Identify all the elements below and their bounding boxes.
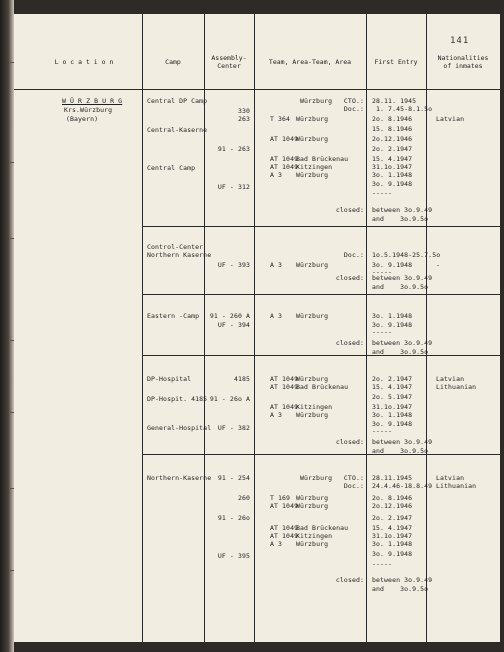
first-entry: 28.11.1945 [372,474,413,482]
team-code: AT 1049 [270,403,299,411]
team-code: AT 1049 [270,163,299,171]
column-divider [366,14,367,642]
assembly-center: 91 - 263 [217,145,250,153]
assembly-center: UF - 393 [217,261,250,269]
assembly-center: 263 [237,115,250,123]
first-entry: and 3o.9.5o [372,348,429,356]
camp-name: Central DP Camp [147,97,208,105]
first-entry: between 3o.9.49 [372,274,433,282]
camp-name: Eastern -Camp [147,312,200,320]
team-code: A 3 [270,261,283,269]
row-divider [142,355,500,356]
entry-label: CTO.: [343,474,364,482]
team-code: AT 1049 [270,502,299,510]
first-entry: 2o. 2.1947 [372,145,413,153]
entry-label: Doc.: [343,251,364,259]
first-entry: between 3o.9.49 [372,339,433,347]
first-entry: ----- [372,560,393,568]
header-rule [14,89,500,90]
team-place: Würzburg [300,474,333,482]
team-place: Bad Brückenau [296,383,349,391]
nationality: - [436,261,441,269]
team-place: Würzburg [296,312,329,320]
first-entry: and 3o.9.5o [372,585,429,593]
first-entry: ----- [372,268,393,276]
team-place: Würzburg [296,375,329,383]
first-entry: 3o. 9.1948 [372,180,413,188]
team-code: AT 1049 [270,383,299,391]
team-place: Kitzingen [296,163,333,171]
team-place: Würzburg [296,411,329,419]
team-place: Kitzingen [296,403,333,411]
first-entry: 3o. 9.1948 [372,321,413,329]
camp-name: Northern-Kaserne [147,474,212,482]
entry-label: closed: [335,339,364,347]
assembly-center: 91 - 260 A [209,312,250,320]
team-code: A 3 [270,411,283,419]
assembly-center: UF - 382 [217,424,250,432]
entry-label: Doc.: [343,105,364,113]
row-divider [142,454,500,455]
team-place: Würzburg [296,261,329,269]
nationality: Latvian [436,115,465,123]
team-place: Bad Brückenau [296,155,349,163]
team-code: AT 1049 [270,532,299,540]
first-entry: 2o. 2.1947 [372,375,413,383]
nationality: Latvian [436,375,465,383]
entry-label: closed: [335,206,364,214]
assembly-center: UF - 394 [217,321,250,329]
first-entry: 15. 4.1947 [372,524,413,532]
first-entry: between 3o.9.49 [372,206,433,214]
first-entry: 28.11. 1945 [372,97,417,105]
team-code: A 3 [270,540,283,548]
entry-label: closed: [335,438,364,446]
header-nationalities: Nationalities of inmates [437,54,489,70]
first-entry: 2o. 8.1946 [372,115,413,123]
team-code: AT 1049 [270,135,299,143]
first-entry: 3o. 9.1948 [372,261,413,269]
team-place: Würzburg [296,115,329,123]
first-entry: between 3o.9.49 [372,576,433,584]
assembly-center: UF - 312 [217,183,250,191]
team-place: Würzburg [296,494,329,502]
assembly-center: 4185 [233,375,250,383]
assembly-center: 330 [237,107,250,115]
first-entry: 2o. 5.1947 [372,393,413,401]
camp-name: Central Camp [147,164,196,172]
entry-label: CTO.: [343,97,364,105]
first-entry: 31.1o.1947 [372,163,413,171]
location-name: W Ü R Z B U R G [62,97,123,105]
entry-label: closed: [335,576,364,584]
first-entry: 3o. 1.1948 [372,540,413,548]
team-place: Würzburg [296,135,329,143]
first-entry: 31.1o.1947 [372,403,413,411]
first-entry: and 3o.9.5o [372,283,429,291]
team-code: AT 1049 [270,524,299,532]
column-divider [254,14,255,642]
first-entry: and 3o.9.5o [372,215,429,223]
camp-name: Control-Center [147,243,204,251]
first-entry: 24.4.46-18.8.49 [372,482,433,490]
location-state: (Bayern) [66,115,99,123]
first-entry: 1. 7.45-8.1.5o [372,105,433,113]
first-entry: ----- [372,328,393,336]
camp-name: DP-Hospital [147,375,192,383]
assembly-center: 91 - 26o A [209,395,250,403]
team-code: T 169 [270,494,291,502]
first-entry: 2o. 8.1946 [372,494,413,502]
team-code: AT 1049 [270,155,299,163]
team-code: A 3 [270,171,283,179]
first-entry: 31.1o.1947 [372,532,413,540]
team-code: A 3 [270,312,283,320]
first-entry: 3o. 1.1948 [372,171,413,179]
column-divider [204,14,205,642]
team-place: Würzburg [296,171,329,179]
column-divider [142,14,143,642]
team-code: T 364 [270,115,291,123]
first-entry: 3o. 9.1948 [372,550,413,558]
nationality: Lithuanian [436,482,477,490]
assembly-center: 91 - 254 [217,474,250,482]
first-entry: 3o. 1.1948 [372,411,413,419]
header-camp: Camp [165,58,181,66]
first-entry: 2o.12.1946 [372,502,413,510]
first-entry: 2o.12.1946 [372,135,413,143]
row-divider [142,226,500,227]
header-team: Team, Area-Team, Area [268,58,352,66]
entry-label: Doc.: [343,482,364,490]
assembly-center: 91 - 26o [217,514,250,522]
header-location: L o c a t i o n [54,58,114,66]
header-first-entry: First Entry [374,58,418,66]
team-place: Würzburg [300,97,333,105]
team-code: AT 1049 [270,375,299,383]
camp-name: Northern Kaserne [147,251,212,259]
header-assembly-center: Assembly- Center [211,54,247,70]
camp-name: General-Hospital [147,424,212,432]
row-divider [142,294,500,295]
assembly-center: UF - 395 [217,552,250,560]
first-entry: 15. 4.1947 [372,383,413,391]
entry-label: closed: [335,274,364,282]
team-place: Würzburg [296,540,329,548]
first-entry: 1o.5.1948-25.7.5o [372,251,441,259]
first-entry: 2o. 2.1947 [372,514,413,522]
first-entry: 3o. 9.1948 [372,420,413,428]
binding-spine [0,0,14,652]
nationality: Lithuanian [436,383,477,391]
team-place: Bad Brückenau [296,524,349,532]
team-place: Kitzingen [296,532,333,540]
first-entry: 15. 8.1946 [372,125,413,133]
first-entry: ----- [372,427,393,435]
camp-name: Central-Kaserne [147,126,208,134]
team-place: Würzburg [296,502,329,510]
first-entry: 15. 4.1947 [372,155,413,163]
assembly-center: 260 [237,494,250,502]
camp-name: DP-Hospit. 4185 [147,395,208,403]
page-number: 141 [450,36,470,46]
nationality: Latvian [436,474,465,482]
first-entry: between 3o.9.49 [372,438,433,446]
location-district: Krs.Würzburg [64,106,113,114]
document-page [14,14,500,642]
first-entry: 3o. 1.1948 [372,312,413,320]
first-entry: ----- [372,189,393,197]
first-entry: and 3o.9.5o [372,447,429,455]
